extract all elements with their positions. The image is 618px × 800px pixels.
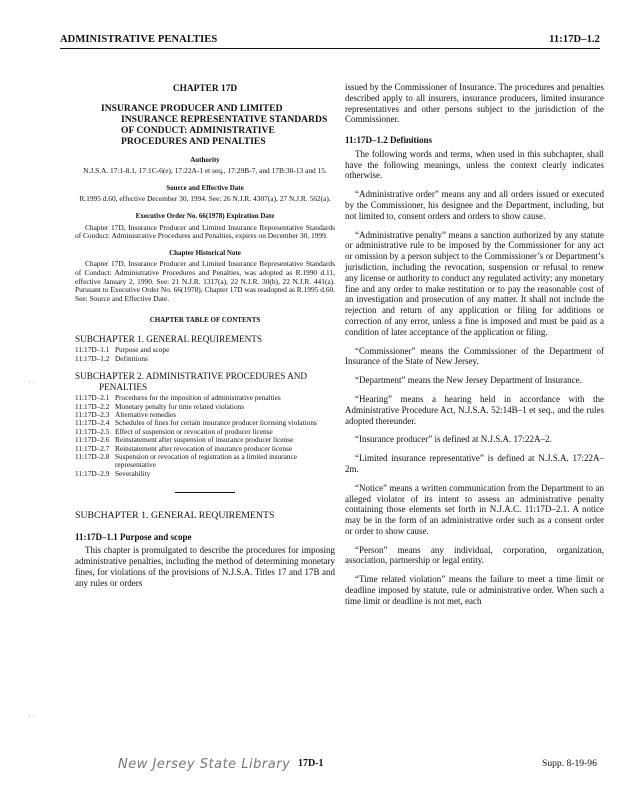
toc-item[interactable]: 11:17D–2.6 Reinstatement after suspension of insurance producer license <box>75 435 294 445</box>
source-heading: Source and Effective Date <box>166 183 244 192</box>
history-heading: Chapter Historical Note <box>169 248 241 257</box>
definition-paragraph: “Insurance producer” is defined at N.J.S.A. 17:22A–2. <box>355 434 552 445</box>
authority-text: N.J.S.A. 17:1-8.1, 17:1C-6(e), 17:22A-1 et seq., 17:29B-7, and 17B:30-13 and 15. <box>83 166 327 176</box>
definition-paragraph: “Administrative penalty” means a sanction authorized by any statute or administrative rule to be imposed by the Commissioner for any act or omission by a person subject to the Commissioner’s or Department’s jurisdiction, including the revocation, suspension or refusal to renew any license or authority to conduct any regulated activity; any monetary fine and any order to make restitution or to pay the reasonable cost of an investigation and prosecution of any matter. It shall not include the rejection and return of any application or filing for additions or correction of any error, unless a fine is imposed and must be paid as a condition of later acceptance of the application or filing. <box>345 229 604 337</box>
subchapter-1-heading: SUBCHAPTER 1. GENERAL REQUIREMENTS <box>75 510 275 522</box>
section-1-2-heading: 11:17D–1.2 Definitions <box>345 135 433 146</box>
toc-item[interactable]: 11:17D–1.1 Purpose and scope <box>75 345 170 355</box>
header-title: ADMINISTRATIVE PENALTIES <box>60 34 218 45</box>
library-watermark: New Jersey State Library <box>118 757 291 772</box>
source-text: R.1995 d.60, effective December 30, 1994. See: 26 N.J.R. 4307(a), 27 N.J.R. 562(a). <box>79 194 331 204</box>
left-column <box>75 70 335 597</box>
margin-mark: · · <box>28 712 36 721</box>
definition-paragraph: “Notice” means a written communication from the Department to an alleged violator of its intent to assess an administrative penalty containing those elements set forth in N.J.A.C. 11:17D–2.1. A notice may be in the form of an administrative order such as a consent order or order to show cause. <box>345 482 604 536</box>
authority-heading: Authority <box>190 155 220 164</box>
toc-subchapter-2-list <box>75 394 335 478</box>
exec-order-heading: Executive Order No. 66(1978) Expiration Date <box>135 211 275 220</box>
toc-subchapter-2: SUBCHAPTER 2. ADMINISTRATIVE PROCEDURES AND PENALTIES <box>75 371 308 392</box>
definition-paragraph: “Department” means the New Jersey Department of Insurance. <box>355 375 582 386</box>
continued-paragraph: issued by the Commissioner of Insurance. The procedures and penalties described apply to all insurers, insurance producers, limited insurance representatives and other persons subject to the jurisdiction of the Commissioner. <box>345 82 604 125</box>
toc-item[interactable]: 11:17D–2.2 Monetary penalty for time related violations <box>75 401 245 411</box>
definition-paragraph: “Time related violation” means the failure to meet a time limit or deadline imposed by statute, rule or administrative order. When such a time limit or deadline is not met, each <box>345 574 604 606</box>
running-header <box>60 30 600 49</box>
toc-item[interactable]: 11:17D–2.4 Schedules of fines for certain insurance producer licensing violations <box>75 418 317 428</box>
page-number: 17D-1 <box>298 758 324 769</box>
toc-item[interactable]: 11:17D–2.9 Severability <box>75 468 151 478</box>
definition-paragraph: “Limited insurance representative” is defined at N.J.S.A. 17:22A–2m. <box>345 453 604 474</box>
section-divider <box>175 492 235 493</box>
toc-item[interactable]: 11:17D–2.8 Suspension or revocation of registration as a limited insurance representative <box>75 452 297 470</box>
supplement-date: Supp. 8-19-96 <box>542 758 597 769</box>
section-1-1-heading: 11:17D–1.1 Purpose and scope <box>75 531 192 542</box>
toc-subchapter-1-list <box>75 346 335 363</box>
chapter-number: CHAPTER 17D <box>172 84 238 94</box>
definition-paragraph: The following words and terms, when used in this subchapter, shall have the following meanings, unless the context clearly indicates otherwise. <box>345 148 604 181</box>
definition-paragraph: “Person” means any individual, corporation, organization, association, partnership or legal entity. <box>345 544 604 566</box>
definition-paragraph: “Hearing” means a hearing held in accordance with the Administrative Procedure Act, N.J.S.A. 52:14B–1 et seq., and the rules adopted thereunder. <box>345 393 604 426</box>
toc-item[interactable]: 11:17D–2.3 Alternative remedies <box>75 410 176 420</box>
toc-heading: CHAPTER TABLE OF CONTENTS <box>149 316 261 325</box>
toc-item[interactable]: 11:17D–2.7 Reinstatement after revocation of insurance producer license <box>75 443 293 453</box>
exec-order-text: Chapter 17D, Insurance Producer and Limited Insurance Representative Standards of Conduct: Administrative Procedures and Penalties, expires on December 30, 1999. <box>75 222 335 241</box>
toc-item[interactable]: 11:17D–1.2 Definitions <box>75 353 148 363</box>
right-column <box>345 70 604 615</box>
toc-item[interactable]: 11:17D–2.1 Procedures for the imposition of administrative penalties <box>75 393 281 403</box>
margin-mark: · · <box>28 378 36 387</box>
toc-subchapter-1: SUBCHAPTER 1. GENERAL REQUIREMENTS <box>75 333 262 344</box>
definition-paragraph: “Commissioner” means the Commissioner of the Department of Insurance of the State of New Jersey. <box>345 345 604 367</box>
toc-item[interactable]: 11:17D–2.5 Effect of suspension or revocation of producer license <box>75 426 273 436</box>
header-section-number: 11:17D–1.2 <box>549 34 600 45</box>
chapter-title: INSURANCE PRODUCER AND LIMITED INSURANCE REPRESENTATIVE STANDARDS OF CONDUCT: ADMINISTRATIVE PROCEDURES AND PENALTIES <box>101 102 328 147</box>
definition-paragraph: “Administrative order” means any and all orders issued or executed by the Commissioner, his designee and the Department, including, but not limited to, consent orders and orders to show cause. <box>345 189 604 221</box>
purpose-paragraph: This chapter is promulgated to describe the procedures for imposing administrative penalties, including the method of determining monetary fines, for violations of the provisions of N.J.S.A. Titles 17 and 17B and any rules or orders <box>75 545 335 588</box>
history-text: Chapter 17D, Insurance Producer and Limited Insurance Representative Standards of Conduct: Administrative Procedures and Penalties, was adopted as R.1990 d.11, effective January 2, 1990. See: 21 N.J.R. 1317(a), 22 N.J.R. 30(b), 22 N.J.R. 441(a). Pursuant to Executive Order No. 66(1978), Chapter 17D was readopted as R.1995 d.60. See: Source and Effective Date. <box>75 259 335 303</box>
